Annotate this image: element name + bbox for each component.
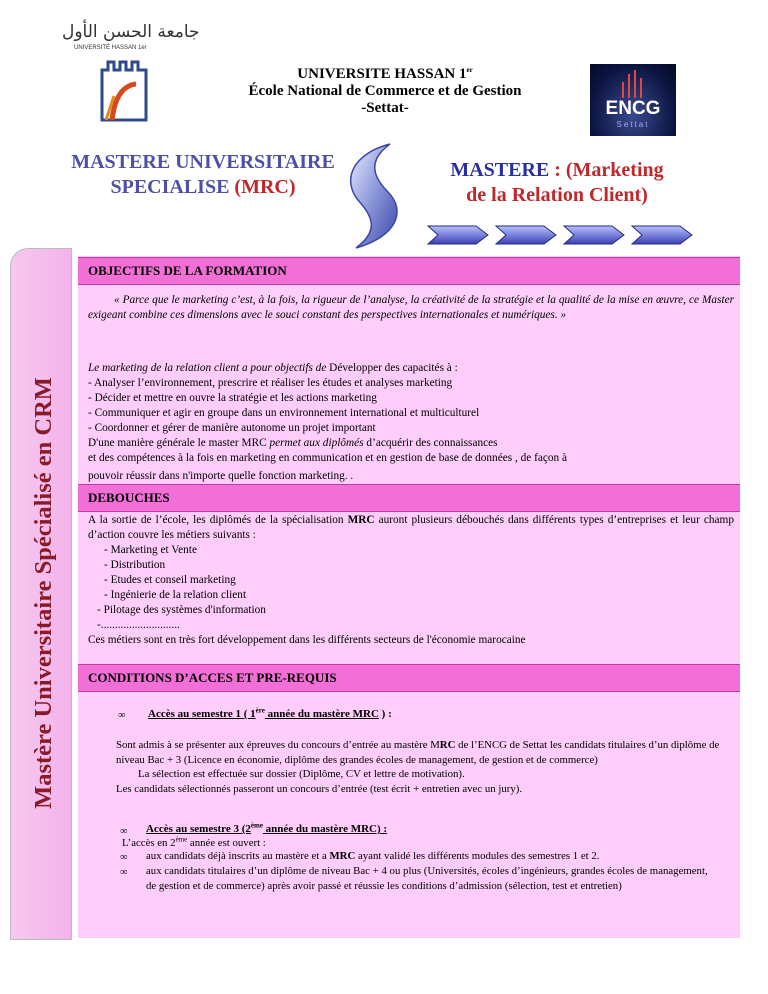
- semester3-title: Accès au semestre 3 (2ème année du mastère MRC) :: [146, 821, 388, 835]
- university-logo-arabic-text: جامعة الحسن الأول: [62, 22, 200, 42]
- school-name: École National de Commerce et de Gestion: [248, 83, 522, 99]
- objectifs-general: D'une manière générale le master MRC permet aux diplômés d’acquérir des connaissances: [88, 437, 498, 449]
- infinity-bullet-icon: ∞: [120, 852, 128, 863]
- infinity-bullet-icon: ∞: [120, 826, 128, 837]
- objectifs-general-line3: pouvoir réussir dans n'importe quelle fonction marketing. .: [88, 470, 354, 482]
- objectifs-item: - Décider et mettre en ouvre la stratégie et les actions marketing: [88, 392, 377, 404]
- castle-logo-icon: [96, 56, 152, 122]
- objectifs-item: - Analyser l’environnement, prescrire et réaliser les études et analyses marketing: [88, 377, 453, 389]
- institution-header: [190, 66, 580, 117]
- debouches-conclusion: Ces métiers sont en très fort développement dans les différents secteurs de l'économie marocaine: [88, 634, 526, 646]
- infinity-bullet-icon: ∞: [120, 867, 128, 878]
- debouches-item: - Ingénierie de la relation client: [104, 589, 247, 601]
- objectifs-body: [88, 361, 734, 484]
- program-title-right: MASTERE : (Marketing de la Relation Client): [450, 159, 664, 206]
- debouches-item: -............................: [97, 619, 180, 631]
- program-title-left: MASTERE UNIVERSITAIRE SPECIALISE (MRC): [71, 151, 335, 198]
- objectifs-intro: Le marketing de la relation client a pour objectifs de Développer des capacités à :: [88, 362, 458, 374]
- encg-logo-bars-icon: [618, 68, 648, 98]
- university-logo-latin-text: UNIVERSITÉ HASSAN 1er: [74, 45, 147, 51]
- section-header-debouches: DEBOUCHES: [78, 484, 740, 512]
- section-header-objectifs: OBJECTIFS DE LA FORMATION: [78, 257, 740, 285]
- debouches-list: [104, 543, 504, 603]
- semester1-description: Sont admis à se présenter aux épreuves du concours d’entrée au mastère MRC de l’ENCG de Settat les candidats titulaires d’un diplôme de niveau Bac + 3 (Licence en économie, diplôme des grandes écoles de management, de gestion et de commerce) La sélection est effectuée sur dossier (Diplôme, CV et lettre de motivation). Les candidats sélectionnés passeront un concours d’entrée (test écrit + entretien avec un jury).: [116, 739, 720, 795]
- debouches-intro: A la sortie de l’école, les diplômés de la spécialisation MRC auront plusieurs débouchés dans différents types d’entreprises et leur champ d’action couvre les métiers suivants :: [88, 514, 734, 541]
- debouches-item: - Pilotage des systèmes d'information: [97, 604, 266, 616]
- debouches-item: - Etudes et conseil marketing: [104, 574, 236, 586]
- semester1-title: Accès au semestre 1 ( 1ère année du mastère MRC ) :: [148, 706, 392, 720]
- debouches-list-extra: [97, 603, 597, 633]
- objectifs-general-line2: et des compétences à la fois en marketing en communication et en gestion de base de données , de façon à: [88, 452, 567, 464]
- arrow-row-icon: [426, 222, 696, 248]
- semester3-intro: L’accès en 2ème année est ouvert :: [122, 835, 266, 849]
- infinity-bullet-icon: ∞: [118, 710, 126, 721]
- encg-logo: [590, 64, 676, 136]
- swirl-decoration-icon: [328, 140, 418, 252]
- sidebar-title: Mastère Universitaire Spécialisé en CRM: [30, 377, 57, 809]
- city-name: -Settat-: [361, 100, 409, 116]
- objectifs-item: - Coordonner et gérer de manière autonome un projet important: [88, 422, 376, 434]
- objectifs-quote: « Parce que le marketing c’est, à la fois, la rigueur de l’analyse, la créativité de la stratégie et la qualité de la mise en œuvre, ce Master exigeant combine ces dimensions avec le souci constant des perspectives internationales et numériques. »: [88, 294, 734, 321]
- semester3-item: aux candidats titulaires d’un diplôme de niveau Bac + 4 ou plus (Universités, écoles d’ingénieurs, grandes écoles de management, de gestion et de commerce) après avoir passé et réussie les conditions d’admission (sélection, test et entretien): [146, 865, 708, 892]
- debouches-item: - Distribution: [104, 559, 166, 571]
- semester3-item: aux candidats déjà inscrits au mastère et a MRC ayant validé les différents modules des semestres 1 et 2.: [146, 850, 600, 862]
- objectifs-item: - Communiquer et agir en groupe dans un environnement international et multiculturel: [88, 407, 480, 419]
- university-name: UNIVERSITE HASSAN 1er: [297, 66, 473, 82]
- vertical-sidebar: [10, 248, 72, 940]
- encg-logo-title: ENCG: [605, 98, 661, 119]
- encg-logo-subtitle: Settat: [616, 120, 650, 129]
- debouches-item: - Marketing et Vente: [104, 544, 197, 556]
- section-header-conditions: CONDITIONS D’ACCES ET PRE-REQUIS: [78, 664, 740, 692]
